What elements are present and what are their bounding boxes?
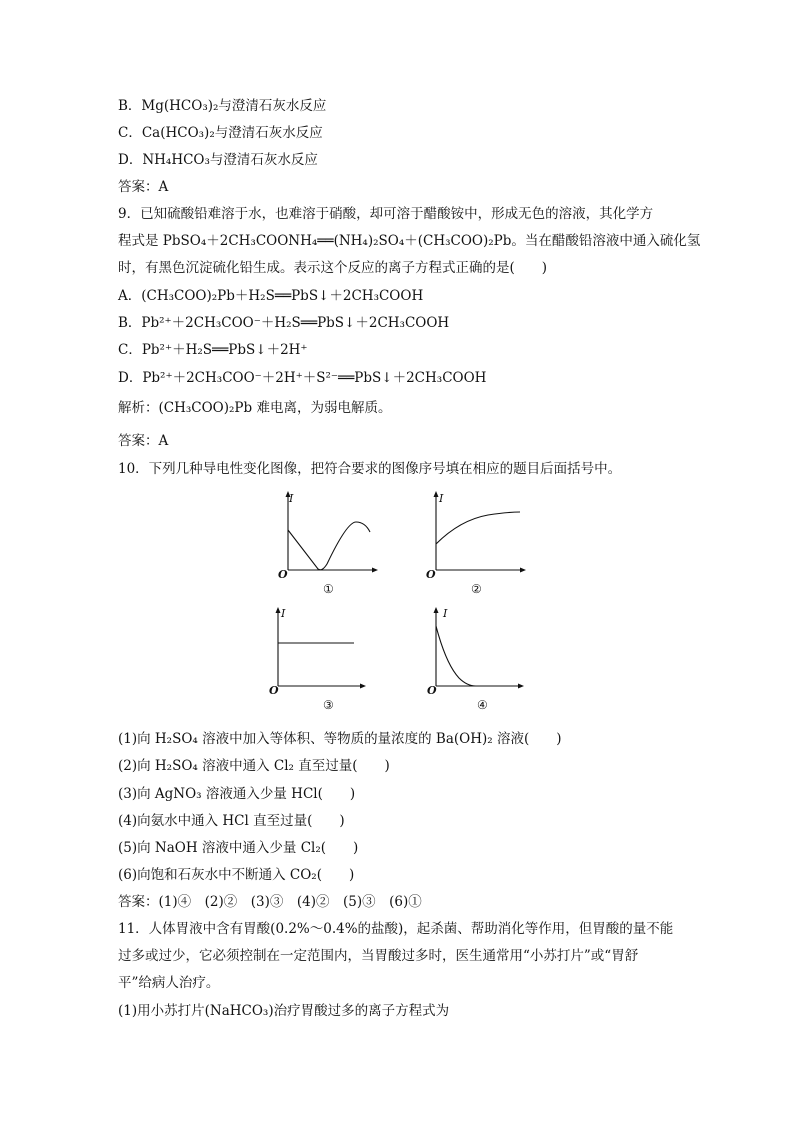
q9-option-a: A．(CH₃COO)₂Pb＋H₂S══PbS↓＋2CH₃COOH	[118, 288, 424, 304]
graph-2-origin-label: O	[426, 568, 436, 581]
graph-3-axis-y-label: I	[281, 607, 286, 620]
graph-4	[424, 606, 544, 721]
q10-item-2: (2)向 H₂SO₄ 溶液中通入 Cl₂ 直至过量( )	[118, 758, 390, 774]
q10-answer: 答案：(1)④ (2)② (3)③ (4)② (5)③ (6)①	[118, 894, 422, 910]
graph-2	[420, 490, 540, 605]
q9-option-b: B．Pb²⁺＋2CH₃COO⁻＋H₂S══PbS↓＋2CH₃COOH	[118, 315, 450, 331]
q9-stem-line2: 程式是 PbSO₄＋2CH₃COONH₄══(NH₄)₂SO₄＋(CH₃COO)₂Pb。当在醋酸铅溶液中通入硫化氢	[118, 233, 701, 249]
q11-stem-line1: 11．人体胃液中含有胃酸(0.2%～0.4%的盐酸)，起杀菌、帮助消化等作用，但胃酸的量不能	[118, 921, 674, 937]
graph-1-number: ①	[323, 582, 334, 596]
q8-answer: 答案：A	[118, 179, 169, 195]
q9-stem-line3: 时，有黑色沉淀硫化铅生成。表示这个反应的离子方程式正确的是( )	[118, 260, 548, 276]
q10-item-3: (3)向 AgNO₃ 溶液通入少量 HCl( )	[118, 786, 356, 802]
graph-2-number: ②	[471, 582, 482, 596]
q8-option-b: B．Mg(HCO₃)₂与澄清石灰水反应	[118, 98, 327, 114]
graph-3-number: ③	[323, 698, 334, 712]
graph-3	[266, 606, 386, 721]
q10-item-1: (1)向 H₂SO₄ 溶液中加入等体积、等物质的量浓度的 Ba(OH)₂ 溶液( )	[118, 731, 562, 747]
graph-1-axis-y-label: I	[289, 492, 294, 505]
graph-4-plot	[424, 606, 534, 691]
q10-item-6: (6)向饱和石灰水中不断通入 CO₂( )	[118, 867, 355, 883]
q8-option-c: C．Ca(HCO₃)₂与澄清石灰水反应	[118, 125, 323, 141]
graph-4-axis-y-label: I	[443, 607, 448, 620]
graph-1-origin-label: O	[278, 568, 288, 581]
graph-3-origin-label: O	[269, 684, 279, 697]
graph-2-plot	[420, 490, 530, 575]
q9-option-d: D．Pb²⁺＋2CH₃COO⁻＋2H⁺＋S²⁻══PbS↓＋2CH₃COOH	[118, 370, 487, 386]
q10-stem: 10．下列几种导电性变化图像，把符合要求的图像序号填在相应的题目后面括号中。	[118, 461, 622, 477]
q10-item-5: (5)向 NaOH 溶液中通入少量 Cl₂( )	[118, 840, 359, 856]
q8-option-d: D．NH₄HCO₃与澄清石灰水反应	[118, 152, 318, 168]
q11-stem-line2: 过多或过少，它必须控制在一定范围内，当胃酸过多时，医生通常用“小苏打片”或“胃舒	[118, 948, 639, 964]
q9-stem-line1: 9．已知硫酸铅难溶于水，也难溶于硝酸，却可溶于醋酸铵中，形成无色的溶液，其化学方	[118, 206, 654, 222]
q9-analysis: 解析：(CH₃COO)₂Pb 难电离，为弱电解质。	[118, 400, 392, 416]
q11-sub-1: (1)用小苏打片(NaHCO₃)治疗胃酸过多的离子方程式为	[118, 1003, 450, 1019]
q11-stem-line3: 平”给病人治疗。	[118, 975, 220, 991]
graph-2-axis-y-label: I	[439, 492, 444, 505]
q10-item-4: (4)向氨水中通入 HCl 直至过量( )	[118, 813, 345, 829]
q9-option-c: C．Pb²⁺＋H₂S══PbS↓＋2H⁺	[118, 342, 308, 358]
q9-answer: 答案：A	[118, 433, 169, 449]
graph-4-origin-label: O	[427, 684, 437, 697]
graph-4-number: ④	[477, 698, 488, 712]
graph-1	[272, 490, 392, 605]
